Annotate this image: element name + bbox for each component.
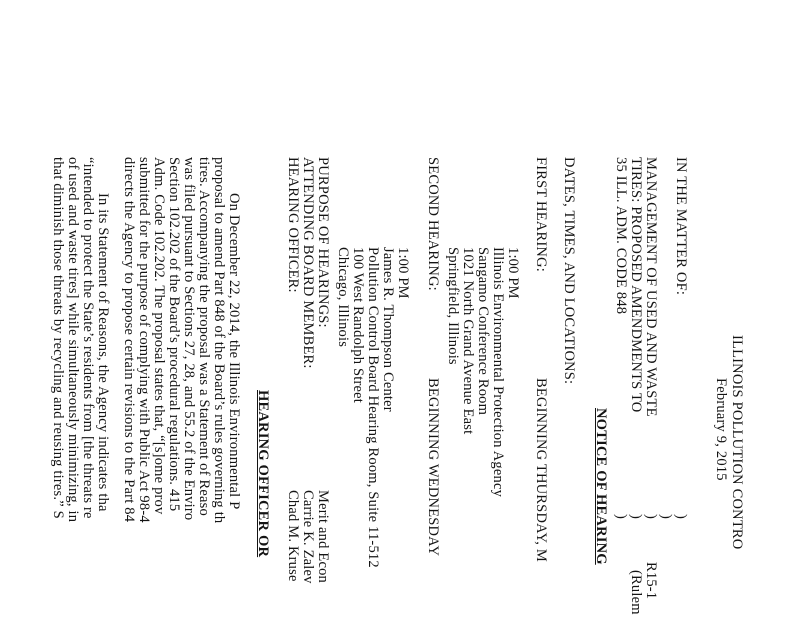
- second-hearing-label: SECOND HEARING:: [425, 157, 441, 291]
- section-heading: HEARING OFFICER OR: [255, 390, 271, 558]
- body-paragraph-line: directs the Agency to propose certain revisions to the Part 84: [121, 157, 137, 523]
- caption-paren: ): [613, 514, 629, 520]
- dates-heading: DATES, TIMES, AND LOCATIONS:: [561, 157, 577, 385]
- docket-type: (Rulem: [628, 570, 644, 615]
- caption-line-2: TIRES: PROPOSED AMENDMENTS TO: [628, 157, 644, 413]
- first-hearing-address-line: Sangamo Conference Room: [475, 247, 491, 416]
- board-member-value: Carrie K. Zalev: [300, 490, 316, 584]
- caption-line-3: 35 ILL. ADM. CODE 848: [613, 157, 629, 315]
- purpose-value: Merit and Econ: [315, 490, 331, 583]
- second-hearing-address-line: 100 West Randolph Street: [350, 247, 366, 404]
- body-paragraph-line: In its Statement of Reasons, the Agency indicates tha: [95, 193, 111, 512]
- second-hearing-when: BEGINNING WEDNESDAY: [425, 378, 441, 557]
- body-paragraph-line: proposal to amend Part 848 of the Board’s rules governing th: [211, 157, 227, 524]
- caption-line-1: MANAGEMENT OF USED AND WASTE: [643, 157, 659, 417]
- body-paragraph-line: tires. Accompanying the proposal was a Statement of Reaso: [196, 157, 212, 516]
- caption-paren: ): [643, 514, 659, 520]
- docket-number: R15-1: [643, 562, 659, 600]
- board-member-label: ATTENDING BOARD MEMBER:: [300, 157, 316, 369]
- body-paragraph-line: On December 22, 2014, the Illinois Environmental P: [226, 193, 242, 510]
- first-hearing-label: FIRST HEARING:: [533, 157, 549, 272]
- hearing-officer-value: Chad M. Kruse: [285, 490, 301, 582]
- agency-title: ILLINOIS POLLUTION CONTRO: [729, 335, 745, 550]
- caption-paren: ): [658, 514, 674, 520]
- second-hearing-address-line: James R. Thompson Center: [380, 247, 396, 412]
- body-paragraph-line: was filed pursuant to Sections 27, 28, and 55.2 of the Enviro: [181, 157, 197, 521]
- second-hearing-address-line: Chicago, Illinois: [335, 247, 351, 348]
- body-paragraph-line: Section 102.202 of the Board’s procedural regulations. 415: [166, 157, 182, 512]
- caption-paren: ): [673, 514, 689, 520]
- body-paragraph-line: of used and waste tires] while simultaneously minimizing, in: [65, 157, 81, 523]
- body-paragraph-line: that diminish those threats by recycling and reusing tires.” S: [50, 157, 66, 519]
- second-hearing-address-line: Pollution Control Board Hearing Room, Suite 11-512: [365, 247, 381, 568]
- first-hearing-address-line: Springfield, Illinois: [445, 247, 461, 365]
- purpose-label: PURPOSE OF HEARINGS:: [315, 157, 331, 328]
- body-paragraph-line: Adm. Code 102.202. The proposal states that, “[s]ome prov: [151, 157, 167, 515]
- body-paragraph-line: submitted for the purpose of complying with Public Act 98-4: [136, 157, 152, 523]
- first-hearing-when: BEGINNING THURSDAY, M: [533, 378, 549, 562]
- first-hearing-address-line: Illinois Environmental Protection Agency: [490, 247, 506, 498]
- first-hearing-time: 1:00 PM: [505, 247, 521, 299]
- second-hearing-time: 1:00 PM: [395, 247, 411, 299]
- first-hearing-address-line: 1021 North Grand Avenue East: [460, 247, 476, 435]
- hearing-officer-label: HEARING OFFICER:: [285, 157, 301, 293]
- notice-title: NOTICE OF HEARING: [593, 408, 609, 565]
- body-paragraph-line: “intended to protect the State’s residents from [the threats re: [80, 157, 96, 519]
- notice-date: February 9, 2015: [713, 378, 729, 481]
- caption-paren: ): [628, 514, 644, 520]
- in-the-matter-label: IN THE MATTER OF:: [673, 157, 689, 296]
